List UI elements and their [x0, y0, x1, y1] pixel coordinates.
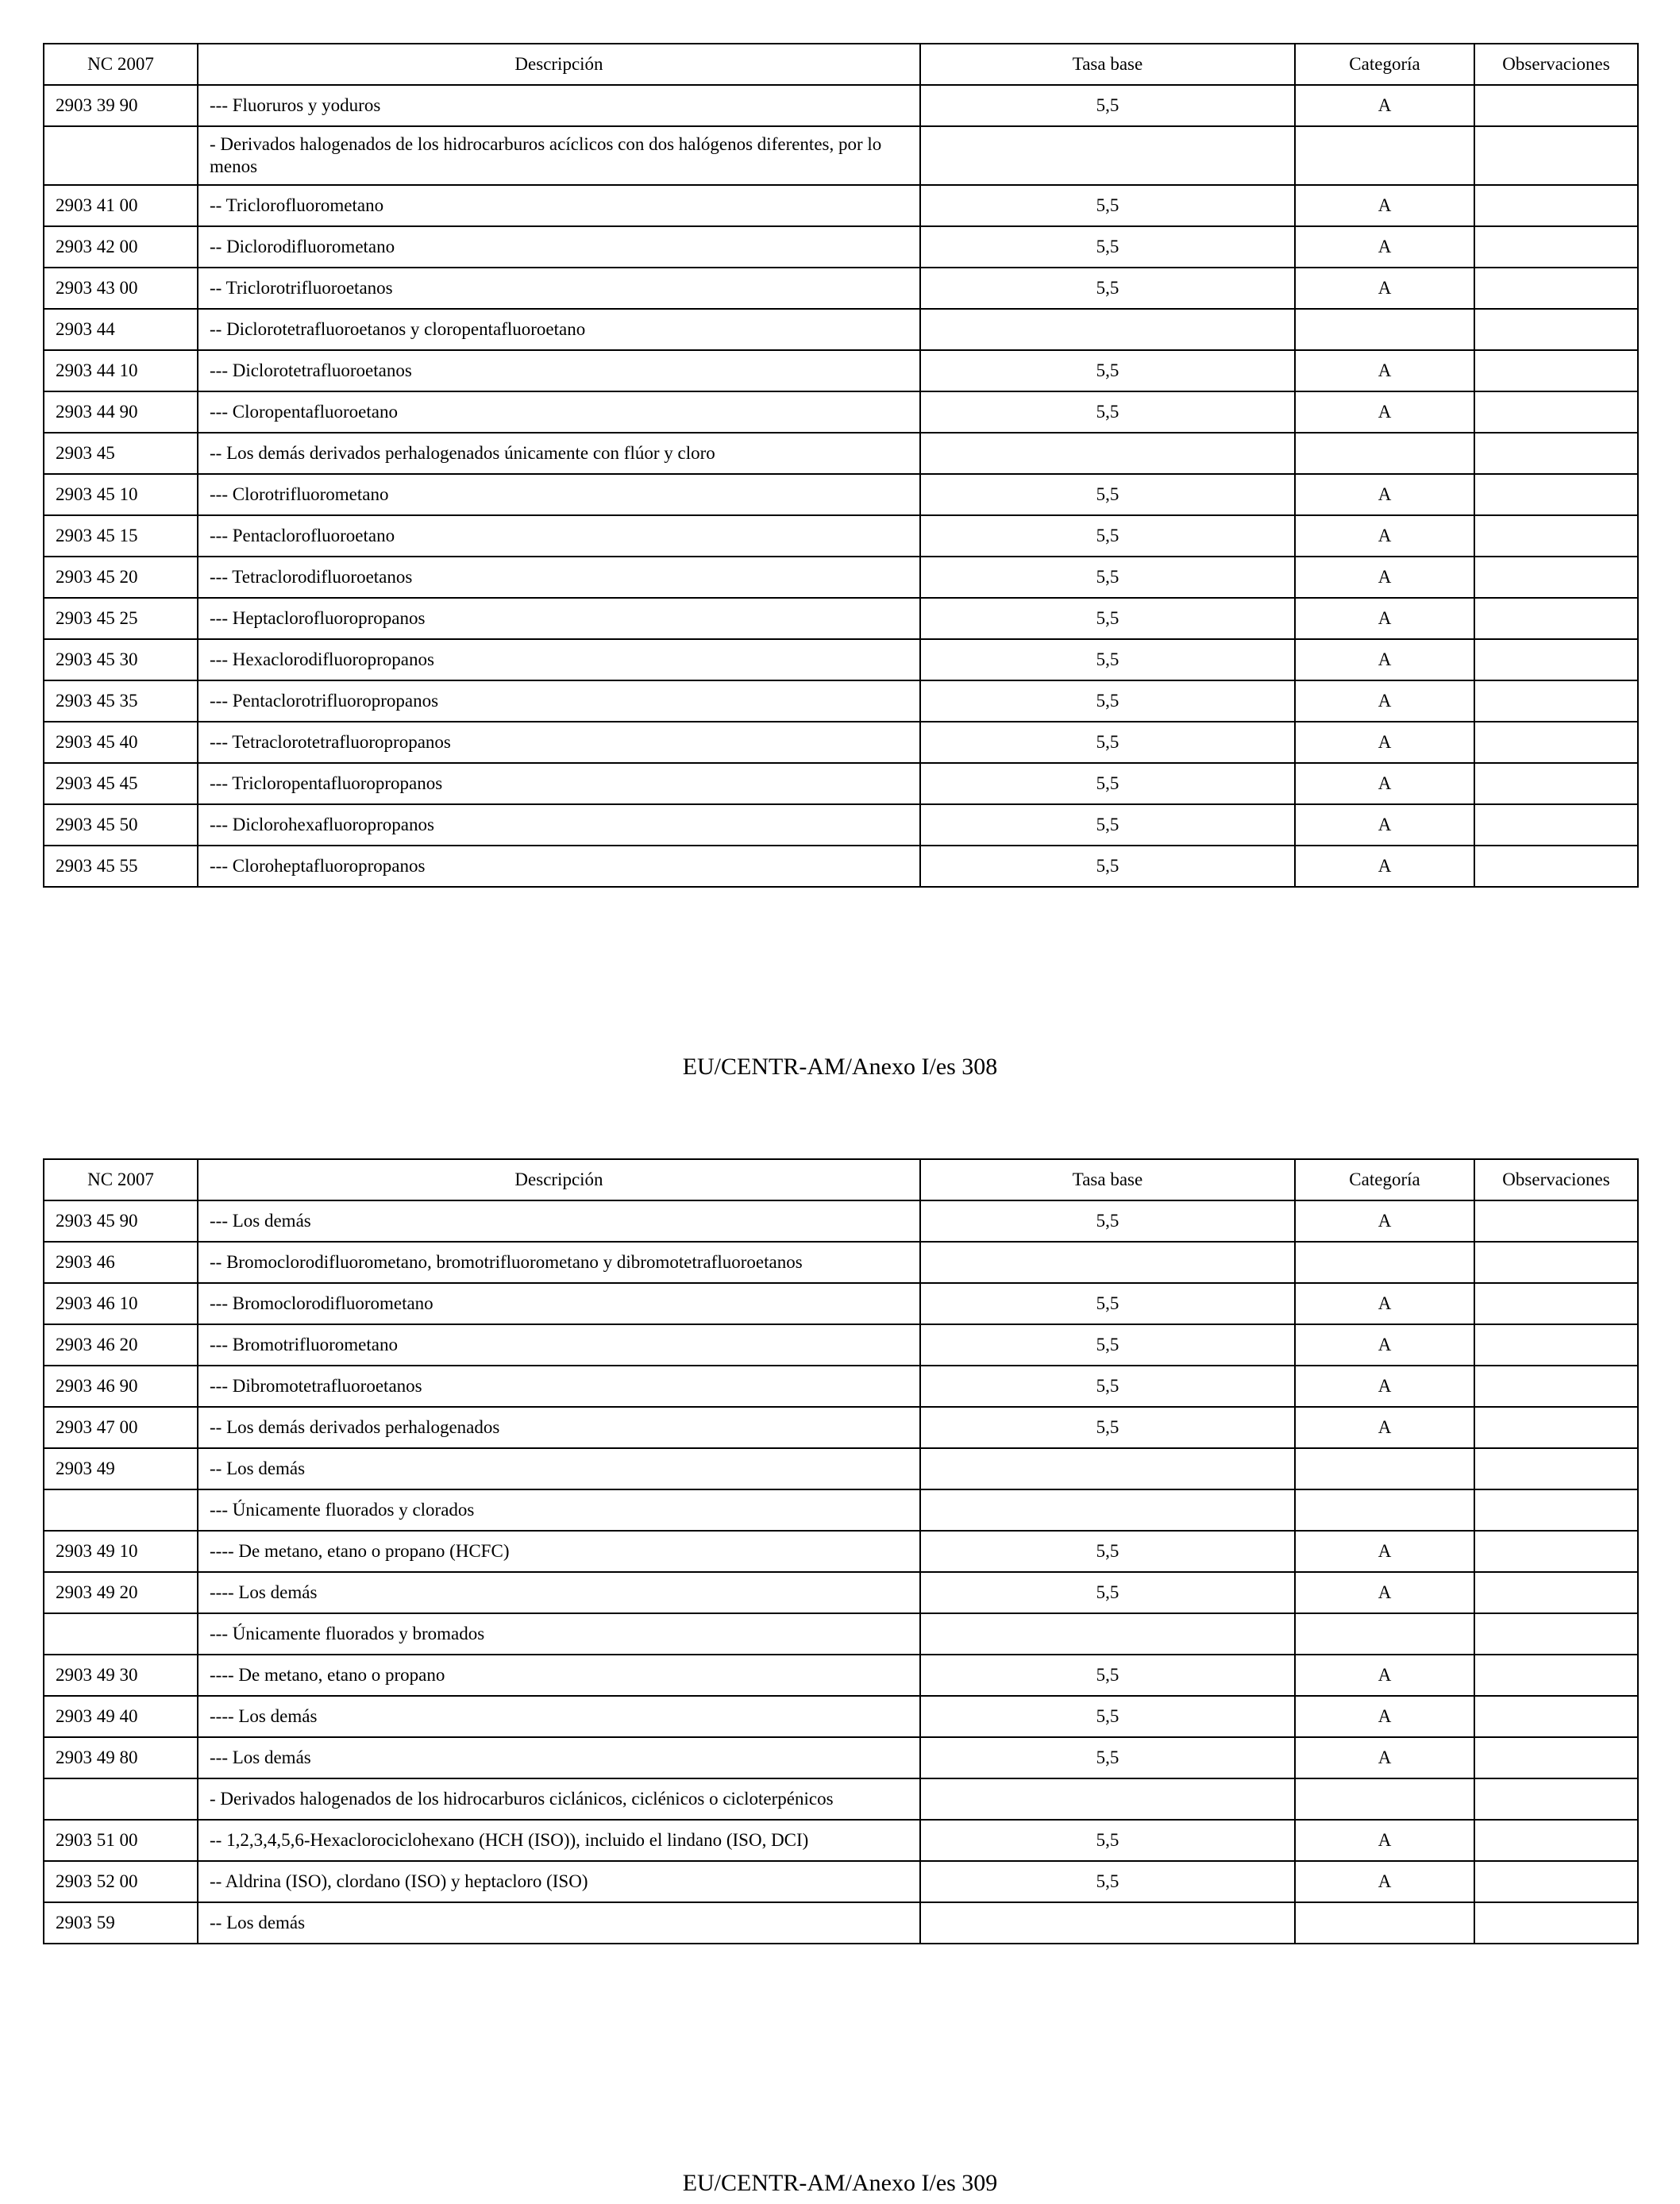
cell-description: --- Bromoclorodifluorometano: [198, 1283, 920, 1324]
cell-category: A: [1295, 268, 1474, 309]
cell-nc: [44, 126, 198, 185]
cell-category: A: [1295, 1324, 1474, 1366]
cell-observations: [1474, 1531, 1638, 1572]
cell-description: - Derivados halogenados de los hidrocarburos ciclánicos, ciclénicos o cicloterpénicos: [198, 1778, 920, 1820]
cell-observations: [1474, 1366, 1638, 1407]
cell-base-rate: 5,5: [920, 598, 1295, 639]
cell-observations: [1474, 1902, 1638, 1944]
cell-nc: 2903 46 10: [44, 1283, 198, 1324]
cell-category: A: [1295, 846, 1474, 887]
table-row: [44, 680, 1638, 722]
cell-category: A: [1295, 557, 1474, 598]
cell-nc: 2903 43 00: [44, 268, 198, 309]
cell-nc: 2903 45 40: [44, 722, 198, 763]
cell-description: --- Diclorotetrafluoroetanos: [198, 350, 920, 391]
cell-base-rate: [920, 1448, 1295, 1489]
table-row: [44, 1902, 1638, 1944]
cell-category: [1295, 433, 1474, 474]
cell-observations: [1474, 1861, 1638, 1902]
cell-observations: [1474, 350, 1638, 391]
cell-description: -- Los demás: [198, 1448, 920, 1489]
table-row: [44, 85, 1638, 126]
cell-base-rate: 5,5: [920, 1283, 1295, 1324]
cell-observations: [1474, 433, 1638, 474]
table-row: [44, 126, 1638, 185]
cell-nc: 2903 45 20: [44, 557, 198, 598]
cell-base-rate: 5,5: [920, 1655, 1295, 1696]
header-observations: Observaciones: [1474, 44, 1638, 85]
cell-category: A: [1295, 185, 1474, 226]
cell-observations: [1474, 1737, 1638, 1778]
cell-base-rate: [920, 1489, 1295, 1531]
cell-category: A: [1295, 1820, 1474, 1861]
cell-nc: 2903 42 00: [44, 226, 198, 268]
cell-base-rate: [920, 433, 1295, 474]
cell-observations: [1474, 804, 1638, 846]
cell-base-rate: 5,5: [920, 680, 1295, 722]
cell-category: A: [1295, 350, 1474, 391]
cell-base-rate: 5,5: [920, 1366, 1295, 1407]
table-row: [44, 1242, 1638, 1283]
cell-base-rate: [920, 1902, 1295, 1944]
table-row: [44, 433, 1638, 474]
table-header-row: [44, 1159, 1638, 1200]
cell-category: A: [1295, 680, 1474, 722]
cell-observations: [1474, 1242, 1638, 1283]
cell-observations: [1474, 1655, 1638, 1696]
cell-category: [1295, 309, 1474, 350]
cell-description: --- Bromotrifluorometano: [198, 1324, 920, 1366]
cell-observations: [1474, 1572, 1638, 1613]
cell-category: A: [1295, 763, 1474, 804]
cell-description: --- Heptaclorofluoropropanos: [198, 598, 920, 639]
cell-observations: [1474, 85, 1638, 126]
cell-nc: 2903 45 25: [44, 598, 198, 639]
cell-base-rate: 5,5: [920, 1531, 1295, 1572]
cell-description: --- Únicamente fluorados y bromados: [198, 1613, 920, 1655]
cell-observations: [1474, 1283, 1638, 1324]
cell-base-rate: 5,5: [920, 1324, 1295, 1366]
cell-nc: [44, 1778, 198, 1820]
cell-description: --- Los demás: [198, 1737, 920, 1778]
cell-observations: [1474, 185, 1638, 226]
table-row: [44, 309, 1638, 350]
cell-nc: 2903 49 80: [44, 1737, 198, 1778]
header-category: Categoría: [1295, 44, 1474, 85]
table-row: [44, 226, 1638, 268]
cell-description: -- Aldrina (ISO), clordano (ISO) y heptacloro (ISO): [198, 1861, 920, 1902]
header-nc: NC 2007: [44, 44, 198, 85]
cell-nc: 2903 39 90: [44, 85, 198, 126]
cell-category: A: [1295, 1200, 1474, 1242]
cell-base-rate: 5,5: [920, 185, 1295, 226]
cell-observations: [1474, 126, 1638, 185]
cell-category: A: [1295, 1861, 1474, 1902]
cell-description: --- Fluoruros y yoduros: [198, 85, 920, 126]
cell-description: -- 1,2,3,4,5,6-Hexaclorociclohexano (HCH (ISO)), incluido el lindano (ISO, DCI): [198, 1820, 920, 1861]
cell-nc: 2903 49 40: [44, 1696, 198, 1737]
table-row: [44, 722, 1638, 763]
cell-observations: [1474, 557, 1638, 598]
cell-description: -- Bromoclorodifluorometano, bromotrifluorometano y dibromotetrafluoroetanos: [198, 1242, 920, 1283]
header-observations: Observaciones: [1474, 1159, 1638, 1200]
cell-description: - Derivados halogenados de los hidrocarburos acíclicos con dos halógenos diferentes, por lo menos: [198, 126, 920, 185]
cell-base-rate: [920, 1242, 1295, 1283]
table-row: [44, 846, 1638, 887]
cell-description: --- Clorotrifluorometano: [198, 474, 920, 515]
cell-base-rate: 5,5: [920, 763, 1295, 804]
table-row: [44, 185, 1638, 226]
cell-observations: [1474, 1820, 1638, 1861]
cell-nc: 2903 46 20: [44, 1324, 198, 1366]
cell-description: --- Tetraclorodifluoroetanos: [198, 557, 920, 598]
cell-description: ---- De metano, etano o propano (HCFC): [198, 1531, 920, 1572]
cell-nc: 2903 45 35: [44, 680, 198, 722]
cell-nc: 2903 49 20: [44, 1572, 198, 1613]
cell-nc: 2903 45: [44, 433, 198, 474]
cell-base-rate: 5,5: [920, 1820, 1295, 1861]
cell-nc: 2903 44: [44, 309, 198, 350]
cell-category: A: [1295, 1407, 1474, 1448]
cell-base-rate: 5,5: [920, 1861, 1295, 1902]
cell-description: --- Tetraclorotetrafluoropropanos: [198, 722, 920, 763]
table-row: [44, 1448, 1638, 1489]
cell-category: A: [1295, 804, 1474, 846]
cell-observations: [1474, 722, 1638, 763]
table-row: [44, 391, 1638, 433]
cell-nc: 2903 45 45: [44, 763, 198, 804]
cell-base-rate: 5,5: [920, 722, 1295, 763]
cell-nc: 2903 45 10: [44, 474, 198, 515]
cell-observations: [1474, 391, 1638, 433]
cell-observations: [1474, 598, 1638, 639]
cell-observations: [1474, 1407, 1638, 1448]
table-row: [44, 1820, 1638, 1861]
header-nc: NC 2007: [44, 1159, 198, 1200]
cell-observations: [1474, 763, 1638, 804]
cell-observations: [1474, 268, 1638, 309]
cell-description: --- Diclorohexafluoropropanos: [198, 804, 920, 846]
cell-observations: [1474, 309, 1638, 350]
cell-description: --- Pentaclorofluoroetano: [198, 515, 920, 557]
cell-observations: [1474, 846, 1638, 887]
cell-description: --- Únicamente fluorados y clorados: [198, 1489, 920, 1531]
header-base-rate: Tasa base: [920, 44, 1295, 85]
cell-base-rate: 5,5: [920, 1737, 1295, 1778]
table-header-row: [44, 44, 1638, 85]
tariff-table-page-308: [43, 43, 1639, 888]
cell-category: A: [1295, 1366, 1474, 1407]
cell-category: [1295, 1902, 1474, 1944]
cell-category: [1295, 1778, 1474, 1820]
cell-category: A: [1295, 391, 1474, 433]
cell-nc: 2903 44 90: [44, 391, 198, 433]
cell-base-rate: 5,5: [920, 226, 1295, 268]
page-footer-308: EU/CENTR-AM/Anexo I/es 308: [682, 1054, 998, 1080]
cell-nc: 2903 45 55: [44, 846, 198, 887]
cell-nc: 2903 47 00: [44, 1407, 198, 1448]
header-category: Categoría: [1295, 1159, 1474, 1200]
cell-nc: 2903 51 00: [44, 1820, 198, 1861]
table-row: [44, 1366, 1638, 1407]
table-row: [44, 1283, 1638, 1324]
cell-observations: [1474, 515, 1638, 557]
cell-base-rate: 5,5: [920, 85, 1295, 126]
cell-nc: 2903 49: [44, 1448, 198, 1489]
cell-base-rate: 5,5: [920, 557, 1295, 598]
cell-nc: 2903 45 50: [44, 804, 198, 846]
cell-observations: [1474, 639, 1638, 680]
table-row: [44, 1531, 1638, 1572]
cell-observations: [1474, 1613, 1638, 1655]
table-row: [44, 350, 1638, 391]
table-row: [44, 598, 1638, 639]
table-row: [44, 804, 1638, 846]
cell-description: ---- Los demás: [198, 1696, 920, 1737]
cell-description: -- Diclorodifluorometano: [198, 226, 920, 268]
cell-nc: 2903 49 10: [44, 1531, 198, 1572]
cell-observations: [1474, 1778, 1638, 1820]
cell-observations: [1474, 226, 1638, 268]
cell-category: A: [1295, 598, 1474, 639]
cell-description: -- Triclorotrifluoroetanos: [198, 268, 920, 309]
cell-base-rate: [920, 1613, 1295, 1655]
cell-description: --- Pentaclorotrifluoropropanos: [198, 680, 920, 722]
cell-nc: 2903 46: [44, 1242, 198, 1283]
cell-description: -- Los demás: [198, 1902, 920, 1944]
cell-base-rate: 5,5: [920, 391, 1295, 433]
cell-nc: 2903 59: [44, 1902, 198, 1944]
cell-observations: [1474, 1448, 1638, 1489]
tariff-table-page-309: [43, 1158, 1639, 1944]
cell-category: [1295, 126, 1474, 185]
cell-observations: [1474, 1489, 1638, 1531]
cell-nc: 2903 45 90: [44, 1200, 198, 1242]
table-row: [44, 515, 1638, 557]
cell-description: ---- De metano, etano o propano: [198, 1655, 920, 1696]
table-row: [44, 763, 1638, 804]
cell-observations: [1474, 680, 1638, 722]
cell-nc: 2903 46 90: [44, 1366, 198, 1407]
cell-category: [1295, 1242, 1474, 1283]
cell-nc: 2903 45 30: [44, 639, 198, 680]
cell-base-rate: 5,5: [920, 804, 1295, 846]
cell-observations: [1474, 1696, 1638, 1737]
cell-observations: [1474, 474, 1638, 515]
table-row: [44, 1613, 1638, 1655]
cell-category: A: [1295, 1696, 1474, 1737]
cell-nc: 2903 41 00: [44, 185, 198, 226]
cell-category: A: [1295, 1737, 1474, 1778]
cell-description: --- Dibromotetrafluoroetanos: [198, 1366, 920, 1407]
table-row: [44, 1324, 1638, 1366]
cell-category: A: [1295, 226, 1474, 268]
cell-description: --- Cloropentafluoroetano: [198, 391, 920, 433]
cell-base-rate: 5,5: [920, 846, 1295, 887]
table-row: [44, 1655, 1638, 1696]
cell-category: A: [1295, 474, 1474, 515]
cell-base-rate: 5,5: [920, 1200, 1295, 1242]
table-row: [44, 557, 1638, 598]
cell-base-rate: 5,5: [920, 1407, 1295, 1448]
cell-category: A: [1295, 722, 1474, 763]
cell-description: ---- Los demás: [198, 1572, 920, 1613]
cell-base-rate: 5,5: [920, 639, 1295, 680]
table-row: [44, 1778, 1638, 1820]
cell-category: A: [1295, 1655, 1474, 1696]
cell-base-rate: 5,5: [920, 1572, 1295, 1613]
table-row: [44, 1861, 1638, 1902]
table-row: [44, 1489, 1638, 1531]
table-row: [44, 1407, 1638, 1448]
cell-category: [1295, 1448, 1474, 1489]
cell-nc: [44, 1489, 198, 1531]
cell-base-rate: 5,5: [920, 350, 1295, 391]
table-row: [44, 1572, 1638, 1613]
cell-base-rate: 5,5: [920, 474, 1295, 515]
cell-nc: 2903 49 30: [44, 1655, 198, 1696]
table-row: [44, 1200, 1638, 1242]
table-row: [44, 1737, 1638, 1778]
cell-nc: [44, 1613, 198, 1655]
cell-nc: 2903 52 00: [44, 1861, 198, 1902]
header-base-rate: Tasa base: [920, 1159, 1295, 1200]
cell-description: -- Los demás derivados perhalogenados únicamente con flúor y cloro: [198, 433, 920, 474]
cell-category: A: [1295, 515, 1474, 557]
cell-category: A: [1295, 1572, 1474, 1613]
cell-observations: [1474, 1200, 1638, 1242]
cell-category: [1295, 1613, 1474, 1655]
cell-base-rate: 5,5: [920, 268, 1295, 309]
cell-base-rate: 5,5: [920, 1696, 1295, 1737]
table-row: [44, 639, 1638, 680]
table-row: [44, 268, 1638, 309]
cell-base-rate: [920, 1778, 1295, 1820]
header-description: Descripción: [198, 1159, 920, 1200]
cell-base-rate: [920, 126, 1295, 185]
cell-description: --- Los demás: [198, 1200, 920, 1242]
cell-category: A: [1295, 639, 1474, 680]
cell-description: -- Los demás derivados perhalogenados: [198, 1407, 920, 1448]
cell-description: --- Tricloropentafluoropropanos: [198, 763, 920, 804]
table-row: [44, 1696, 1638, 1737]
cell-base-rate: 5,5: [920, 515, 1295, 557]
cell-category: A: [1295, 1531, 1474, 1572]
cell-base-rate: [920, 309, 1295, 350]
cell-observations: [1474, 1324, 1638, 1366]
cell-description: --- Hexaclorodifluoropropanos: [198, 639, 920, 680]
cell-description: --- Cloroheptafluoropropanos: [198, 846, 920, 887]
table-row: [44, 474, 1638, 515]
page-footer-309: EU/CENTR-AM/Anexo I/es 309: [682, 2170, 998, 2196]
cell-nc: 2903 44 10: [44, 350, 198, 391]
header-description: Descripción: [198, 44, 920, 85]
cell-category: A: [1295, 85, 1474, 126]
cell-category: A: [1295, 1283, 1474, 1324]
cell-nc: 2903 45 15: [44, 515, 198, 557]
cell-description: -- Diclorotetrafluoroetanos y cloropentafluoroetano: [198, 309, 920, 350]
cell-category: [1295, 1489, 1474, 1531]
cell-description: -- Triclorofluorometano: [198, 185, 920, 226]
